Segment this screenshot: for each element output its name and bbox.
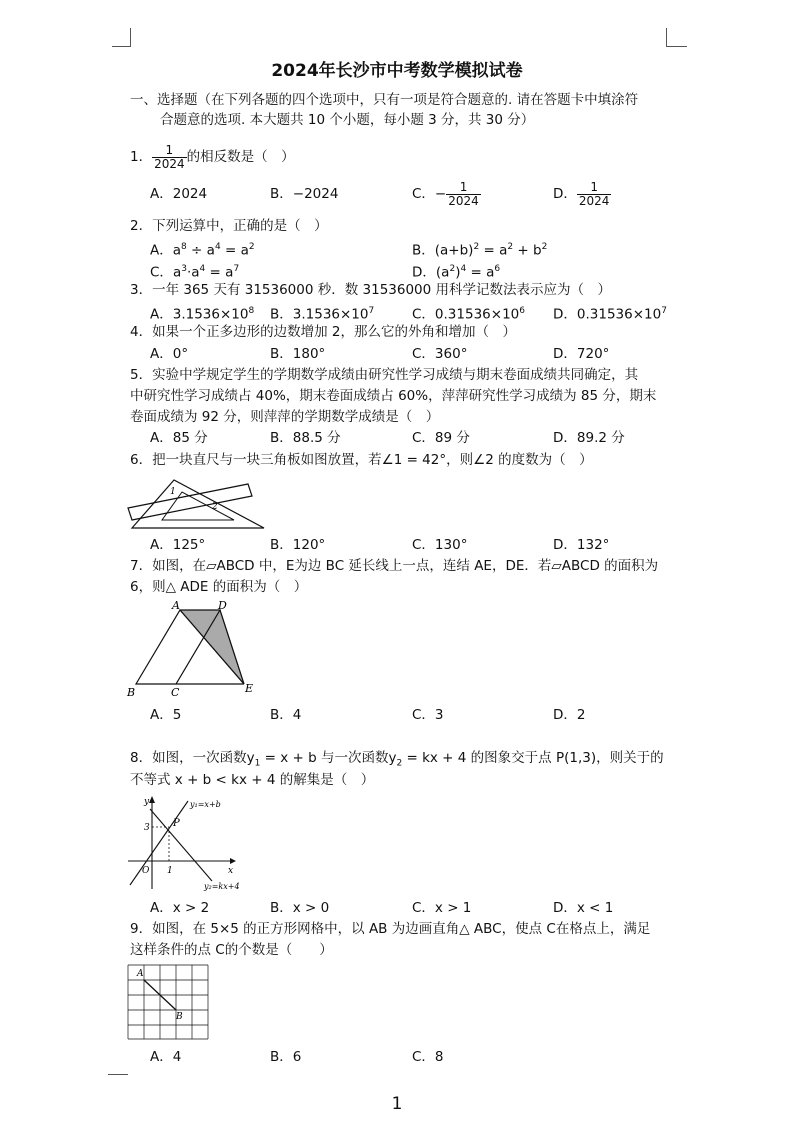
q6-ruler-triangle-figure (124, 472, 274, 532)
q7-label-d: D (218, 599, 227, 612)
q3-option-c-exp: 6 (519, 306, 525, 316)
page-number: 1 (391, 1094, 403, 1114)
q6-option-a: A．125° (150, 537, 206, 553)
q7-label-a: A (172, 599, 180, 612)
q8-sub1: 1 (254, 758, 261, 769)
q9-option-b: B．6 (270, 1049, 302, 1065)
q2-stem: 2．下列运算中，正确的是（ ） (130, 218, 328, 234)
q8-stem-line1 (130, 749, 664, 773)
q9-stem-line1: 9．如图，在 5×5 的正方形网格中，以 AB 为边画直角△ ABC，使点 C在格点上，满足 (130, 921, 651, 937)
q3-option-b-label: B．3.1536×10 (270, 306, 369, 323)
q7-label-c: C (171, 686, 180, 699)
q1-option-b: B．−2024 (270, 186, 339, 202)
q3-option-c (412, 302, 525, 324)
q8-sub2: 2 (396, 758, 403, 769)
q3-option-b (270, 302, 374, 324)
q3-option-d-exp: 7 (661, 306, 667, 316)
q4-stem: 4．如果一个正多边形的边数增加 2，那么它的外角和增加（ ） (130, 324, 516, 340)
q7-stem-line2: 6，则△ ADE 的面积为（ ） (130, 579, 308, 595)
q1-stem (130, 140, 295, 174)
q3-option-a-exp: 8 (248, 306, 255, 316)
q8-stem-part2: = x + b 与一次函数y (260, 750, 397, 766)
q1-option-c-prefix: C．− (412, 186, 447, 202)
q5-option-c: C．89 分 (412, 430, 470, 446)
q6-angle-label-2: 2 (212, 502, 218, 512)
q4-option-b: B．180° (270, 346, 326, 362)
q2-option-c: C．$a^3\cdot a^4 = a^7$ (150, 264, 240, 281)
q6-angle-label-1: 1 (170, 487, 176, 497)
q1-option-d-num: 1 (590, 179, 598, 194)
q7-option-c: C．3 (412, 707, 444, 723)
q1-option-c-den: 2024 (448, 193, 479, 208)
q1-frac-num: 1 (165, 142, 174, 157)
q8-stem-part1: 8．如图，一次函数y (130, 750, 255, 766)
q6-option-d: D．132° (553, 537, 610, 553)
q4-option-a: A．0° (150, 346, 189, 362)
q9-grid-figure (126, 963, 210, 1041)
q8-label-one: 1 (167, 866, 173, 876)
q8-label-x: x (228, 866, 234, 876)
q1-option-d-den: 2024 (578, 193, 610, 208)
q1-option-d-prefix: D． (553, 186, 577, 202)
q1-option-c-num: 1 (459, 179, 468, 194)
q3-option-a-label: A．3.1536×10 (150, 306, 249, 323)
q8-linear-functions-figure (126, 793, 256, 893)
q8-label-p: P (173, 818, 180, 829)
q8-label-line2: y₂=kx+4 (204, 882, 240, 891)
q8-y-axis-arrow (149, 796, 155, 803)
q3-option-b-exp: 7 (368, 306, 375, 316)
q9-option-a: A．4 (150, 1049, 182, 1065)
q5-option-d: D．89.2 分 (553, 430, 625, 446)
q7-label-b: B (127, 686, 136, 699)
q9-label-b: B (176, 1012, 183, 1022)
q2-option-a-label: A． (150, 242, 173, 259)
q8-label-three: 3 (144, 823, 150, 833)
q9-option-c: C．8 (412, 1049, 444, 1065)
q7-option-d: D．2 (553, 707, 586, 723)
q8-stem-part3: = kx + 4 的图象交于点 P(1,3)，则关于的 (402, 750, 664, 766)
q2-option-b-label: B． (412, 242, 435, 259)
q6-option-b: B．120° (270, 537, 326, 553)
q1-option-c-frac (446, 181, 481, 208)
q2-option-a: A．$a^8 \div a^4 = a^2$ (150, 242, 255, 259)
q5-option-b: B．88.5 分 (270, 430, 341, 446)
q8-option-b: B．x > 0 (270, 900, 330, 916)
corner-mark-top-left (112, 28, 131, 47)
q2-option-b: B．$(a+b)^2 = a^2 + b^2$ (412, 242, 548, 259)
q3-option-d-label: D．0.31536×10 (553, 306, 662, 323)
page-title: 2024年长沙市中考数学模拟试卷 (271, 61, 523, 81)
q3-option-c-label: C．0.31536×10 (412, 306, 520, 323)
section-heading-line2: 合题意的选项. 本大题共 10 个小题，每小题 3 分，共 30 分） (160, 112, 535, 128)
q2-option-d-label: D． (412, 264, 436, 281)
q1-option-c (412, 178, 481, 210)
q2-option-d: D．$(a^2)^4 = a^6$ (412, 264, 501, 281)
q6-ruler (128, 484, 252, 520)
q5-stem-line1: 5．实验中学规定学生的学期数学成绩由研究性学习成绩与期末卷面成绩共同确定，其 (130, 367, 639, 383)
q1-fraction (152, 144, 187, 171)
section-heading-line1: 一、选择题（在下列各题的四个选项中，只有一项是符合题意的. 请在答题卡中填涂符 (130, 92, 639, 108)
q1-number: 1． (130, 149, 153, 165)
q7-option-a: A．5 (150, 707, 182, 723)
q4-option-c: C．360° (412, 346, 468, 362)
q6-option-c: C．130° (412, 537, 468, 553)
q8-x-axis-arrow (230, 858, 236, 864)
q7-label-e: E (245, 682, 254, 695)
q1-frac-den: 2024 (154, 156, 185, 171)
q5-stem-line3: 卷面成绩为 92 分，则萍萍的学期数学成绩是（ ） (130, 409, 440, 425)
q1-option-a: A．2024 (150, 186, 208, 202)
q9-label-a: A (137, 969, 144, 979)
q8-label-origin: O (142, 866, 150, 876)
q9-stem-line2: 这样条件的点 C的个数是（ ） (130, 942, 333, 958)
q8-option-a: A．x > 2 (150, 900, 210, 916)
q3-option-d (553, 302, 667, 324)
corner-mark-bottom-left (108, 1074, 128, 1076)
q5-stem-line2: 中研究性学习成绩占 40%，期末卷面成绩占 60%，萍萍研究性学习成绩为 85 分，期末 (130, 388, 657, 404)
corner-mark-top-right (666, 28, 687, 47)
q6-stem: 6．把一块直尺与一块三角板如图放置，若∠1 = 42°，则∠2 的度数为（ ） (130, 452, 593, 468)
q1-stem-rest: 的相反数是（ ） (186, 149, 295, 165)
q3-option-a (150, 302, 254, 324)
q8-option-d: D．x < 1 (553, 900, 614, 916)
q8-label-line1: y₁=x+b (190, 800, 221, 809)
q1-option-d (553, 178, 611, 210)
q1-option-d-frac (577, 181, 612, 208)
q8-label-y: y (144, 797, 150, 807)
q4-option-d: D．720° (553, 346, 610, 362)
q7-option-b: B．4 (270, 707, 302, 723)
q5-option-a: A．85 分 (150, 430, 208, 446)
q8-option-c: C．x > 1 (412, 900, 472, 916)
q6-triangle-outer (132, 480, 264, 528)
q8-stem-line2: 不等式 x + b < kx + 4 的解集是（ ） (130, 772, 375, 788)
q2-option-c-label: C． (150, 264, 173, 281)
q7-parallelogram-figure (124, 598, 264, 700)
q7-stem-line1: 7．如图，在▱ABCD 中，E为边 BC 延长线上一点，连结 AE，DE．若▱ABCD 的面积为 (130, 558, 659, 574)
q8-line-y2 (150, 809, 212, 881)
q3-stem: 3．一年 365 天有 31536000 秒．数 31536000 用科学记数法表示应为（ ） (130, 282, 612, 298)
